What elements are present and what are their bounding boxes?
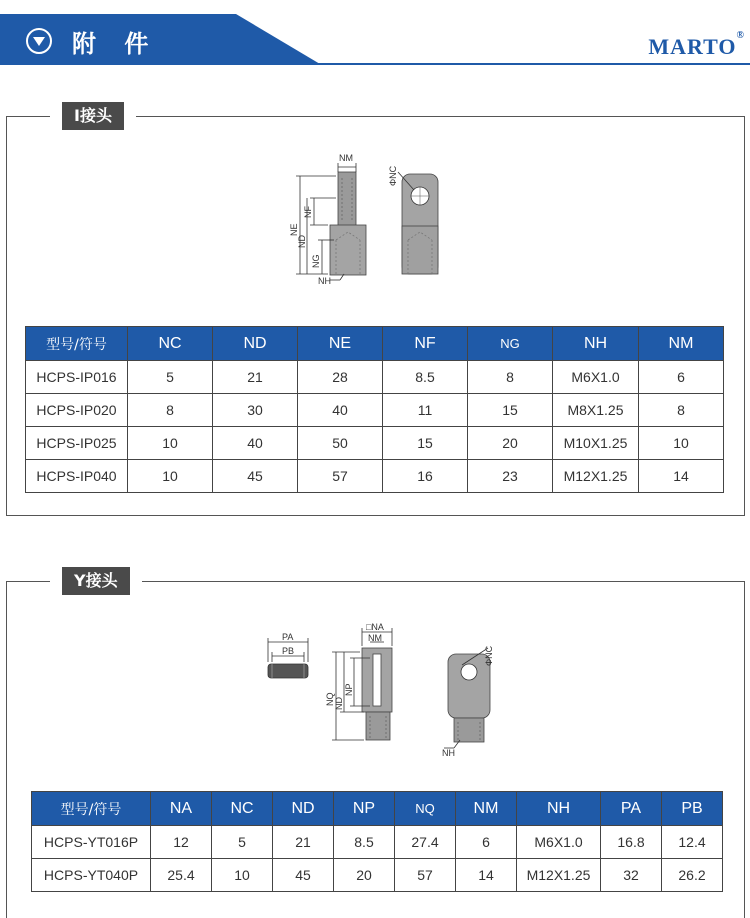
y-dim-pb: PB [282,646,295,656]
page-title: 附 件 [72,30,159,58]
table-cell: HCPS-IP020 [26,394,128,427]
y-dim-nh: NH [442,748,455,758]
table-cell: 14 [456,859,517,892]
table-row [32,826,723,859]
column-header: NE [298,327,383,361]
i-dim-ng: NG [311,254,321,268]
column-header: NP [334,792,395,826]
i-dim-nc: ΦNC [388,165,398,186]
table-cell: 30 [213,394,298,427]
table-cell: 12 [151,826,212,859]
i-joint-diagram [270,150,470,290]
table-cell: 26.2 [662,859,723,892]
table-row [26,460,724,493]
table-row [26,427,724,460]
table-cell: 5 [128,361,213,394]
table-cell: 45 [213,460,298,493]
table-cell: 14 [639,460,724,493]
table-cell: 21 [213,361,298,394]
table-cell: 15 [468,394,553,427]
table-cell: HCPS-IP025 [26,427,128,460]
section-y-tag: Y接头 [62,567,130,595]
header-rule [0,63,750,65]
table-cell: 40 [213,427,298,460]
column-header: NA [151,792,212,826]
i-dim-nd: ND [297,235,307,248]
table-cell: 8 [639,394,724,427]
column-header: NQ [395,792,456,826]
i-dim-nf: NF [303,206,313,218]
table-cell: M12X1.25 [517,859,601,892]
brand-name: MARTO [648,34,737,59]
table-cell: 5 [212,826,273,859]
table-cell: 15 [383,427,468,460]
table-cell: 28 [298,361,383,394]
table-cell: M12X1.25 [553,460,639,493]
table-header-row [26,327,724,361]
table-cell: HCPS-IP040 [26,460,128,493]
table-cell: 12.4 [662,826,723,859]
table-cell: 40 [298,394,383,427]
table-cell: 10 [128,427,213,460]
table-cell: M8X1.25 [553,394,639,427]
table-cell: 11 [383,394,468,427]
column-header: NF [383,327,468,361]
section-i-tag: I接头 [62,102,124,130]
table-cell: 6 [639,361,724,394]
table-cell: M6X1.0 [553,361,639,394]
table-cell: 20 [468,427,553,460]
column-header: NC [128,327,213,361]
table-cell: 20 [334,859,395,892]
table-cell: M10X1.25 [553,427,639,460]
table-cell: 16 [383,460,468,493]
table-cell: 45 [273,859,334,892]
column-header: NH [517,792,601,826]
table-cell: HCPS-IP016 [26,361,128,394]
table-cell: 10 [212,859,273,892]
y-dim-pa: PA [282,632,294,642]
brand-logo [648,29,744,60]
table-row [26,361,724,394]
table-cell: 25.4 [151,859,212,892]
y-joint-spec-table [31,791,723,892]
table-cell: 57 [395,859,456,892]
column-header: ND [213,327,298,361]
y-dim-nd: ND [334,697,344,710]
table-row [26,394,724,427]
y-joint-diagram [262,618,502,758]
table-cell: 10 [128,460,213,493]
table-cell: 57 [298,460,383,493]
table-cell: 8 [128,394,213,427]
table-cell: 16.8 [601,826,662,859]
table-cell: 10 [639,427,724,460]
column-header: PB [662,792,723,826]
y-dim-nq: NQ [325,692,335,706]
table-cell: 8.5 [334,826,395,859]
table-cell: 8 [468,361,553,394]
table-cell: HCPS-YT040P [32,859,151,892]
table-cell: 27.4 [395,826,456,859]
column-header: NH [553,327,639,361]
chevron-down-circle-icon [26,28,52,54]
table-row [32,859,723,892]
i-joint-spec-table [25,326,724,493]
column-header: PA [601,792,662,826]
table-cell: 50 [298,427,383,460]
table-cell: 21 [273,826,334,859]
column-header: 型号/符号 [26,327,128,361]
column-header: NM [456,792,517,826]
column-header: ND [273,792,334,826]
column-header: NC [212,792,273,826]
i-dim-nh: NH [318,276,331,286]
table-header-row [32,792,723,826]
y-dim-nm: NM [368,633,382,643]
table-cell: 23 [468,460,553,493]
column-header: NG [468,327,553,361]
table-cell: M6X1.0 [517,826,601,859]
table-cell: 8.5 [383,361,468,394]
column-header: NM [639,327,724,361]
table-cell: 6 [456,826,517,859]
registered-mark: ® [736,29,744,41]
i-dim-ne: NE [289,223,299,236]
column-header: 型号/符号 [32,792,151,826]
i-dim-nm: NM [339,153,353,163]
table-cell: 32 [601,859,662,892]
y-dim-np: NP [344,683,354,696]
y-dim-na: □NA [366,622,384,632]
table-cell: HCPS-YT016P [32,826,151,859]
y-dim-nc: ΦNC [484,645,494,666]
